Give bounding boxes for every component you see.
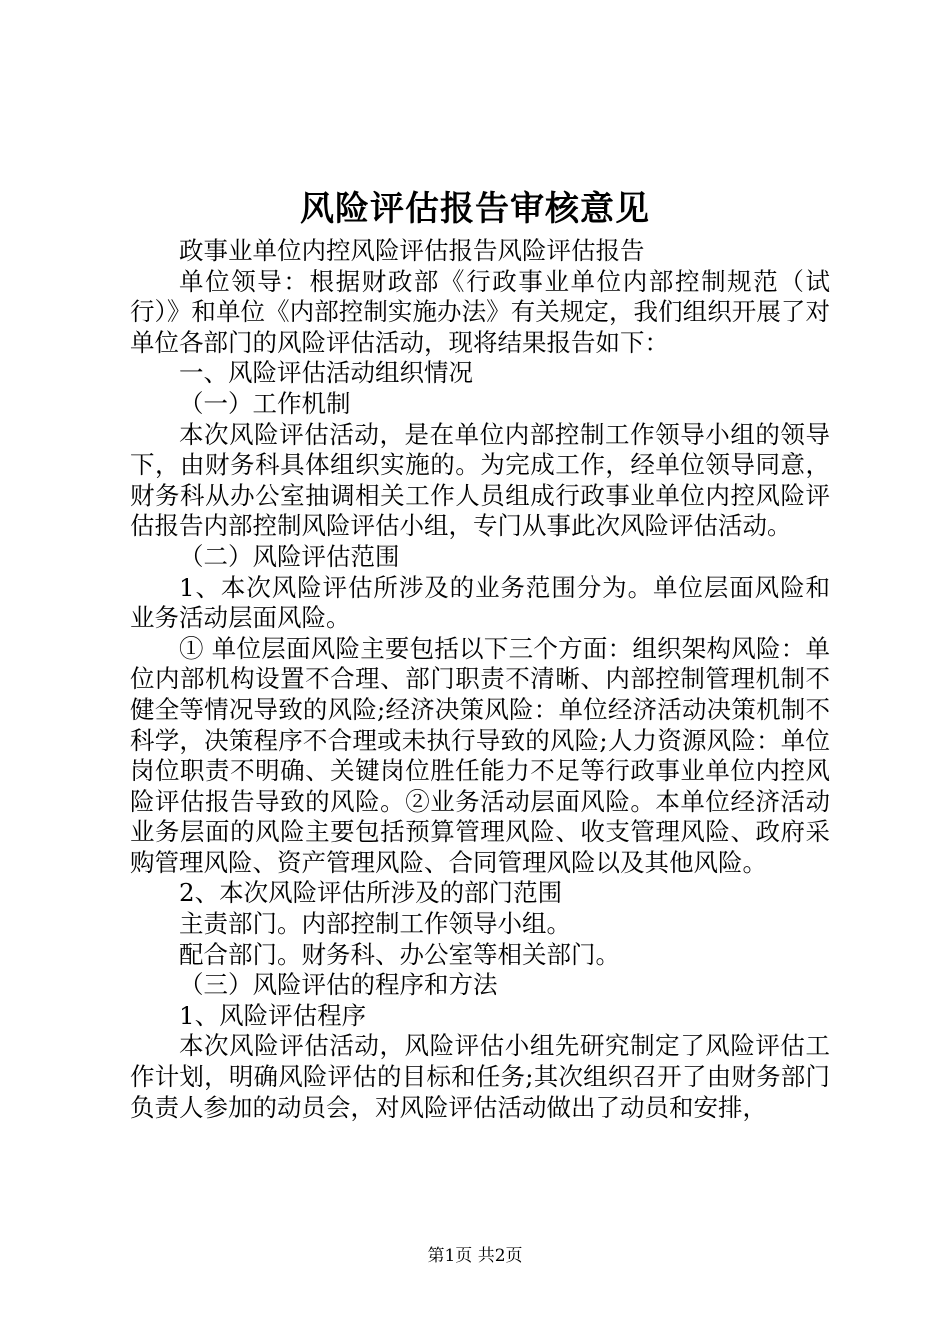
paragraph: 1、风险评估程序	[179, 1000, 367, 1030]
subsection-heading: （三）风险评估的程序和方法	[179, 970, 498, 1000]
paragraph: 单位领导：根据财政部《行政事业单位内部控制规范（试行）》和单位《内部控制实施办法》有关规定，我们组织开展了对单位各部门的风险评估活动，现将结果报告如下：	[130, 266, 830, 357]
document-title: 风险评估报告审核意见	[300, 189, 650, 229]
paragraph: 本次风险评估活动，风险评估小组先研究制定了风险评估工作计划，明确风险评估的目标和任务;其次组织召开了由财务部门负责人参加的动员会，对风险评估活动做出了动员和安排，	[130, 1031, 830, 1122]
document-body	[130, 236, 830, 1123]
paragraph: 主责部门。内部控制工作领导小组。	[179, 909, 571, 939]
paragraph: ① 单位层面风险主要包括以下三个方面：组织架构风险：单位内部机构设置不合理、部门职责不清晰、内部控制管理机制不健全等情况导致的风险;经济决策风险：单位经济活动决策机制不科学，决策程序不合理或未执行导致的风险;人力资源风险：单位岗位职责不明确、关键岗位胜任能力不足等行政事业单位内控风险评估报告导致的风险。②业务活动层面风险。本单位经济活动业务层面的风险主要包括预算管理风险、收支管理风险、政府采购管理风险、资产管理风险、合同管理风险以及其他风险。	[130, 633, 830, 877]
paragraph: 配合部门。财务科、办公室等相关部门。	[179, 939, 620, 969]
subsection-heading: （一）工作机制	[179, 388, 351, 418]
paragraph: 1、本次风险评估所涉及的业务范围分为。单位层面风险和业务活动层面风险。	[130, 572, 830, 633]
paragraph: 政事业单位内控风险评估报告风险评估报告	[179, 236, 645, 265]
paragraph: 2、本次风险评估所涉及的部门范围	[179, 878, 563, 908]
subsection-heading: （二）风险评估范围	[179, 541, 400, 571]
paragraph: 本次风险评估活动，是在单位内部控制工作领导小组的领导下，由财务科具体组织实施的。为完成工作，经单位领导同意，财务科从办公室抽调相关工作人员组成行政事业单位内控风险评估报告内部控制风险评估小组，专门从事此次风险评估活动。	[130, 419, 830, 541]
page-number-footer: 第1页 共2页	[427, 1246, 523, 1266]
section-heading: 一、风险评估活动组织情况	[179, 358, 473, 388]
